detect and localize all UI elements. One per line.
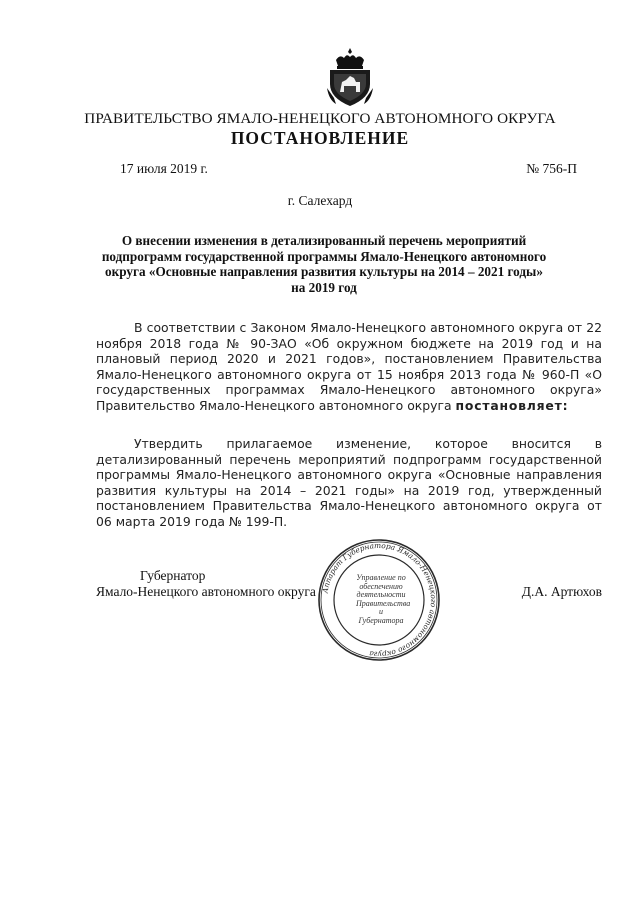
- stamp-inner-text: Управление по обеспечению деятельности Правительства и Губернатора: [356, 573, 411, 625]
- decree-word: постановляет:: [455, 397, 569, 413]
- signatory-name: Д.А. Артюхов: [521, 584, 602, 599]
- preamble-text: В соответствии с Законом Ямало-Ненецкого автономного округа от 22 ноября 2018 года № 90-ЗАО «Об окружном бюджете на 2019 год и на плановый период 2020 и 2021 годов», постановлением Правительства Ямало-Ненецкого автономного округа от 15 ноября 2013 года № 960-П «О государственных программах Ямало-Ненецкого автономного округа» Правительство Ямало-Ненецкого автономного округа: [96, 320, 602, 413]
- signatory-title: Губернатор: [140, 568, 206, 583]
- stamp-ring-text: Аппарат Губернатора Ямало-Ненецкого автономного округа: [320, 540, 439, 660]
- signatory-region: Ямало-Ненецкого автономного округа: [96, 584, 316, 599]
- document-type: ПОСТАНОВЛЕНИЕ: [230, 128, 410, 148]
- document-city: г. Салехард: [287, 193, 353, 208]
- signatory-position: [96, 568, 316, 600]
- document-subject: О внесении изменения в детализированный перечень мероприятий подпрограмм государственной программы Ямало-Ненецкого автономного округа «Основные направления развития культуры на 2014 – 2021 годы» на 2019 год: [101, 233, 547, 295]
- preamble-paragraph: [96, 320, 602, 414]
- document-date: 17 июля 2019 г.: [120, 161, 208, 176]
- government-title: ПРАВИТЕЛЬСТВО ЯМАЛО-НЕНЕЦКОГО АВТОНОМНОГО ОКРУГА: [84, 110, 556, 127]
- coat-of-arms-icon: [326, 48, 374, 108]
- decision-paragraph: Утвердить прилагаемое изменение, которое вносится в детализированный перечень мероприятий подпрограмм государственной программы Ямало-Ненецкого автономного округа «Основные направления развития культуры на 2014 – 2021 годы» на 2019 год, утвержденный постановлением Правительства Ямало-Ненецкого автономного округа от 06 марта 2019 года № 199-П.: [96, 436, 602, 529]
- document-number: № 756-П: [526, 161, 577, 176]
